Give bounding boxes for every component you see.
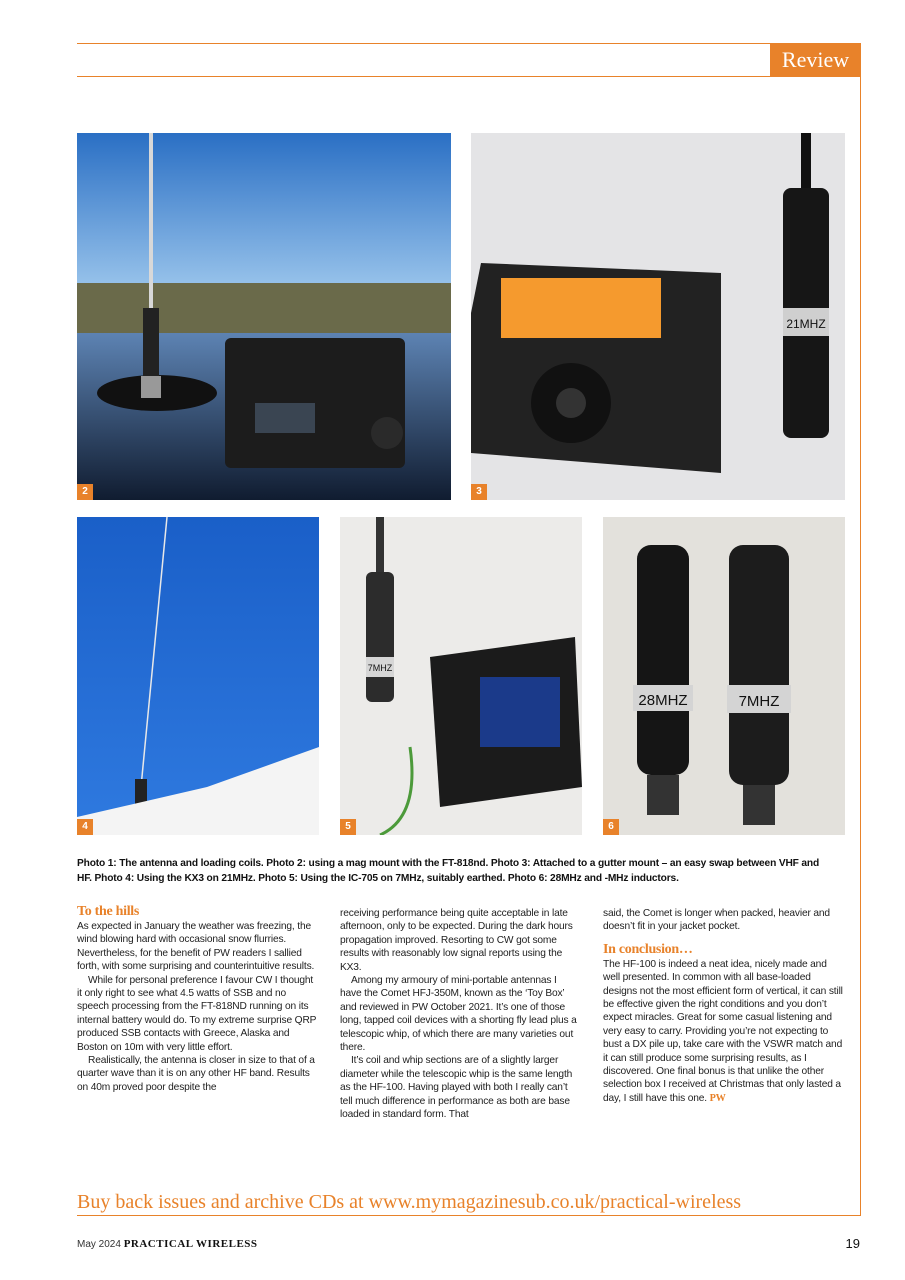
paragraph: It’s coil and whip sections are of a slightly larger diameter while the telescopic whip is the same length as the HF-100. Having played with both I really can’t tell much difference in performance as both are base loaded in standard form. That bbox=[340, 1055, 573, 1121]
photo-2 bbox=[77, 133, 451, 500]
paragraph: said, the Comet is longer when packed, heavier and doesn’t fit in your jacket pocket. bbox=[603, 908, 830, 933]
photo-6 bbox=[603, 517, 845, 835]
article-column-3 bbox=[603, 907, 843, 1105]
photo-3 bbox=[471, 133, 845, 500]
coil-label: 7MHZ bbox=[367, 663, 393, 673]
back-issues-banner[interactable]: Buy back issues and archive CDs at www.mymagazinesub.co.uk/practical-wireless bbox=[77, 1191, 742, 1213]
section-heading: To the hills bbox=[77, 904, 140, 919]
photo-number: 4 bbox=[77, 819, 93, 835]
photo-number: 5 bbox=[340, 819, 356, 835]
photo-caption: Photo 1: The antenna and loading coils. Photo 2: using a mag mount with the FT-818nd. Photo 3: Attached to a gutter mount – an easy swap between VHF and HF. Photo 4: Using the KX3 on 21MHz. Photo 5: Using the IC-705 on 7MHz, suitably earthed. Photo 6: 28MHz and -MHz inductors. bbox=[77, 858, 820, 884]
banner-rule bbox=[77, 1215, 861, 1216]
article-column-1 bbox=[77, 904, 317, 1094]
paragraph: Among my armoury of mini-portable antennas I have the Comet HFJ-350M, known as the ‘Toy Box’ and reviewed in PW October 2021. It’s one of those long, tapped coil devices with a shorting fly lead plus a telescopic whip, of which there are many varieties out there. bbox=[340, 975, 577, 1054]
footer-left bbox=[77, 1238, 258, 1250]
coil-label: 7MHZ bbox=[738, 693, 780, 710]
article-column-2 bbox=[340, 907, 580, 1122]
photo-number: 3 bbox=[471, 484, 487, 500]
right-rule bbox=[860, 43, 861, 1215]
paragraph-text: The HF-100 is indeed a neat idea, nicely made and well presented. In common with all base-loaded designs not the most efficient form of vertical, it can still be effective given the right conditions and you don’t expect miracles. Great for some casual listening and very easy to carry. Providing you’re not expecting to bust a DX pile up, take care with the VSWR match and it can still produce some surprising results, as I discovered. One final bonus is that unlike the other selection box I received at Christmas that only lasted a day, I still have this one. bbox=[603, 958, 843, 1104]
page-number: 19 bbox=[845, 1236, 860, 1251]
section-tag: Review bbox=[770, 44, 861, 76]
photo-5 bbox=[340, 517, 582, 835]
photo-4 bbox=[77, 517, 319, 835]
issue-date: May 2024 bbox=[77, 1239, 121, 1250]
coil-label: 21MHZ bbox=[786, 317, 826, 331]
section-heading: In conclusion… bbox=[603, 941, 693, 957]
top-rule bbox=[77, 43, 861, 44]
photo-number: 6 bbox=[603, 819, 619, 835]
signoff-mark: PW bbox=[709, 1092, 726, 1104]
paragraph: While for personal preference I favour CW I thought it only right to see what 4.5 watts of SSB and no speech processing from the FT-818ND running on its internal battery would do. To my extreme surprise QRP produced SSB contacts with Greece, Alaska and Boston on 10m with very little effort. bbox=[77, 974, 317, 1053]
paragraph bbox=[603, 958, 843, 1105]
paragraph: As expected in January the weather was freezing, the wind blowing hard with occasional snow flurries. Nevertheless, for the benefit of PW readers I sallied forth, with some surprising and counterintuitive results. bbox=[77, 921, 315, 973]
photo-number: 2 bbox=[77, 484, 93, 500]
paragraph: Realistically, the antenna is closer in size to that of a quarter wave than it is on any other HF band. Results on 40m proved poor despite the bbox=[77, 1055, 315, 1093]
paragraph: receiving performance being quite acceptable in late afternoon, only to be expected. During the dark hours propagation improved. Resorting to CW got some results with reasonably low signal reports using the KX3. bbox=[340, 908, 573, 973]
coil-label: 28MHZ bbox=[638, 692, 688, 709]
top-rule-lower bbox=[77, 76, 861, 77]
magazine-name: PRACTICAL WIRELESS bbox=[123, 1238, 258, 1250]
